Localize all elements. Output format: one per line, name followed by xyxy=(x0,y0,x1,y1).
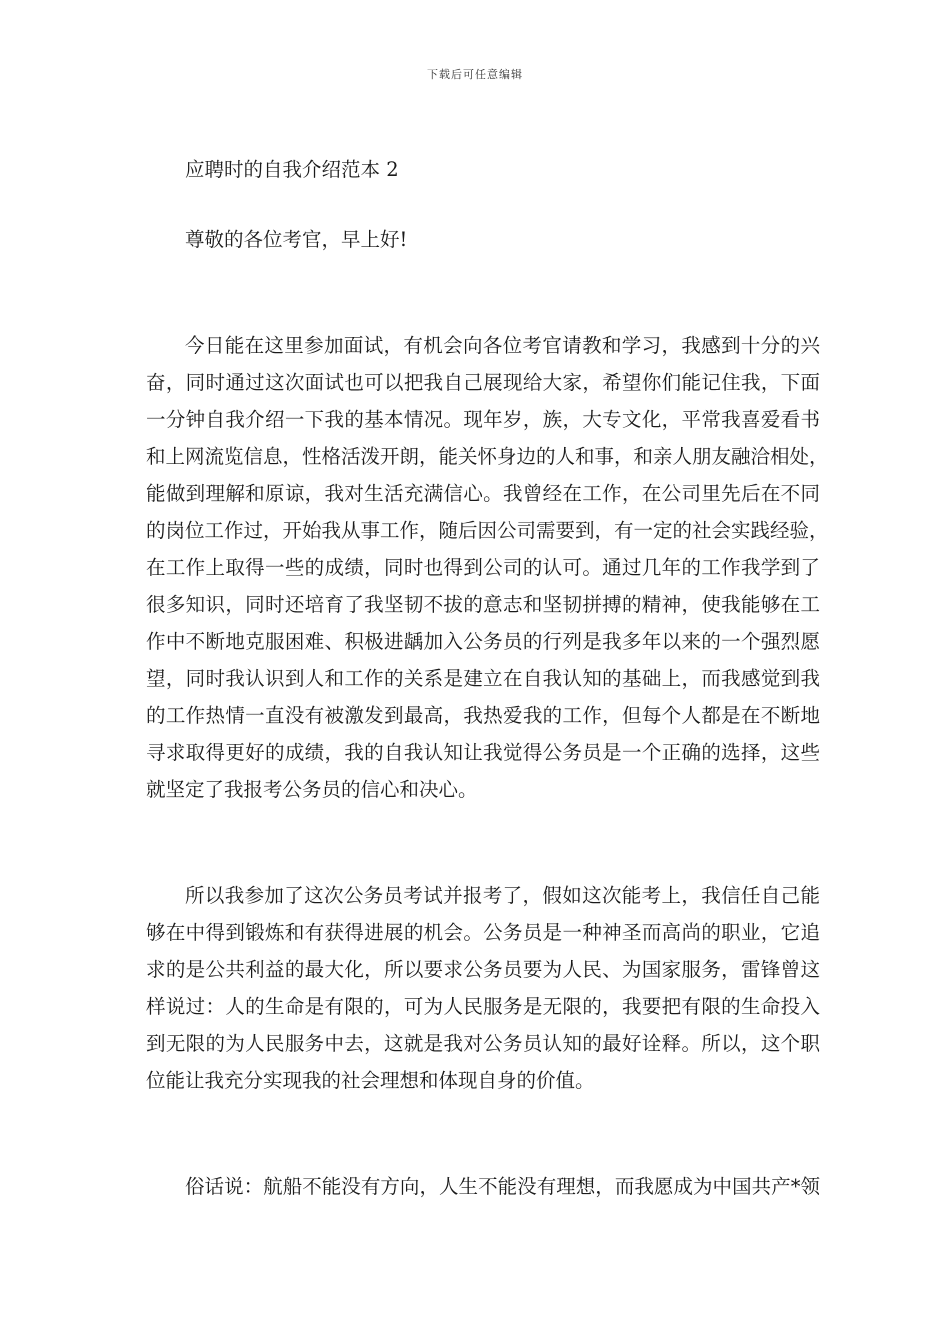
paragraph-1-line: 很多知识，同时还培育了我坚韧不拔的意志和坚韧拼搏的精神，使我能够在工 xyxy=(146,593,820,616)
paragraph-1-line: 寻求取得更好的成绩，我的自我认知让我觉得公务员是一个正确的选择，这些 xyxy=(146,741,820,764)
greeting: 尊敬的各位考官，早上好! xyxy=(185,228,408,251)
page-header: 下载后可任意编辑 xyxy=(427,68,523,81)
paragraph-1-line: 能做到理解和原谅，我对生活充满信心。我曾经在工作，在公司里先后在不同 xyxy=(146,482,820,505)
paragraph-1-line: 望，同时我认识到人和工作的关系是建立在自我认知的基础上，而我感觉到我 xyxy=(146,667,820,690)
paragraph-2-line: 所以我参加了这次公务员考试并报考了，假如这次能考上，我信任自己能 xyxy=(185,884,820,907)
paragraph-1-line: 的岗位工作过，开始我从事工作，随后因公司需要到，有一定的社会实践经验， xyxy=(146,519,829,542)
paragraph-2-line: 求的是公共利益的最大化，所以要求公务员要为人民、为国家服务，雷锋曾这 xyxy=(146,958,820,981)
paragraph-1-line: 在工作上取得一些的成绩，同时也得到公司的认可。通过几年的工作我学到了 xyxy=(146,556,820,579)
paragraph-1-line: 作中不断地克服困难、积极进龋加入公务员的行列是我多年以来的一个强烈愿 xyxy=(146,630,820,653)
paragraph-1-line: 今日能在这里参加面试，有机会向各位考官请教和学习，我感到十分的兴 xyxy=(185,334,820,357)
paragraph-2-line: 够在中得到锻炼和有获得进展的机会。公务员是一种神圣而高尚的职业，它追 xyxy=(146,921,820,944)
paragraph-1-line: 的工作热情一直没有被激发到最高，我热爱我的工作，但每个人都是在不断地 xyxy=(146,704,820,727)
paragraph-1-line: 就坚定了我报考公务员的信心和决心。 xyxy=(146,778,478,801)
paragraph-1-line: 一分钟自我介绍一下我的基本情况。现年岁，族，大专文化，平常我喜爱看书 xyxy=(146,408,820,431)
paragraph-2-line: 位能让我充分实现我的社会理想和体现自身的价值。 xyxy=(146,1069,595,1092)
paragraph-1-line: 奋，同时通过这次面试也可以把我自己展现给大家，希望你们能记住我，下面 xyxy=(146,371,820,394)
document-title: 应聘时的自我介绍范本 2 xyxy=(185,158,399,181)
paragraph-3-line: 俗话说：航船不能没有方向，人生不能没有理想，而我愿成为中国共产*领 xyxy=(185,1175,820,1198)
paragraph-2-line: 样说过：人的生命是有限的，可为人民服务是无限的，我要把有限的生命投入 xyxy=(146,995,820,1018)
paragraph-1-line: 和上网流览信息，性格活泼开朗，能关怀身边的人和事，和亲人朋友融洽相处， xyxy=(146,445,829,468)
paragraph-2-line: 到无限的为人民服务中去，这就是我对公务员认知的最好诠释。所以，这个职 xyxy=(146,1032,820,1055)
